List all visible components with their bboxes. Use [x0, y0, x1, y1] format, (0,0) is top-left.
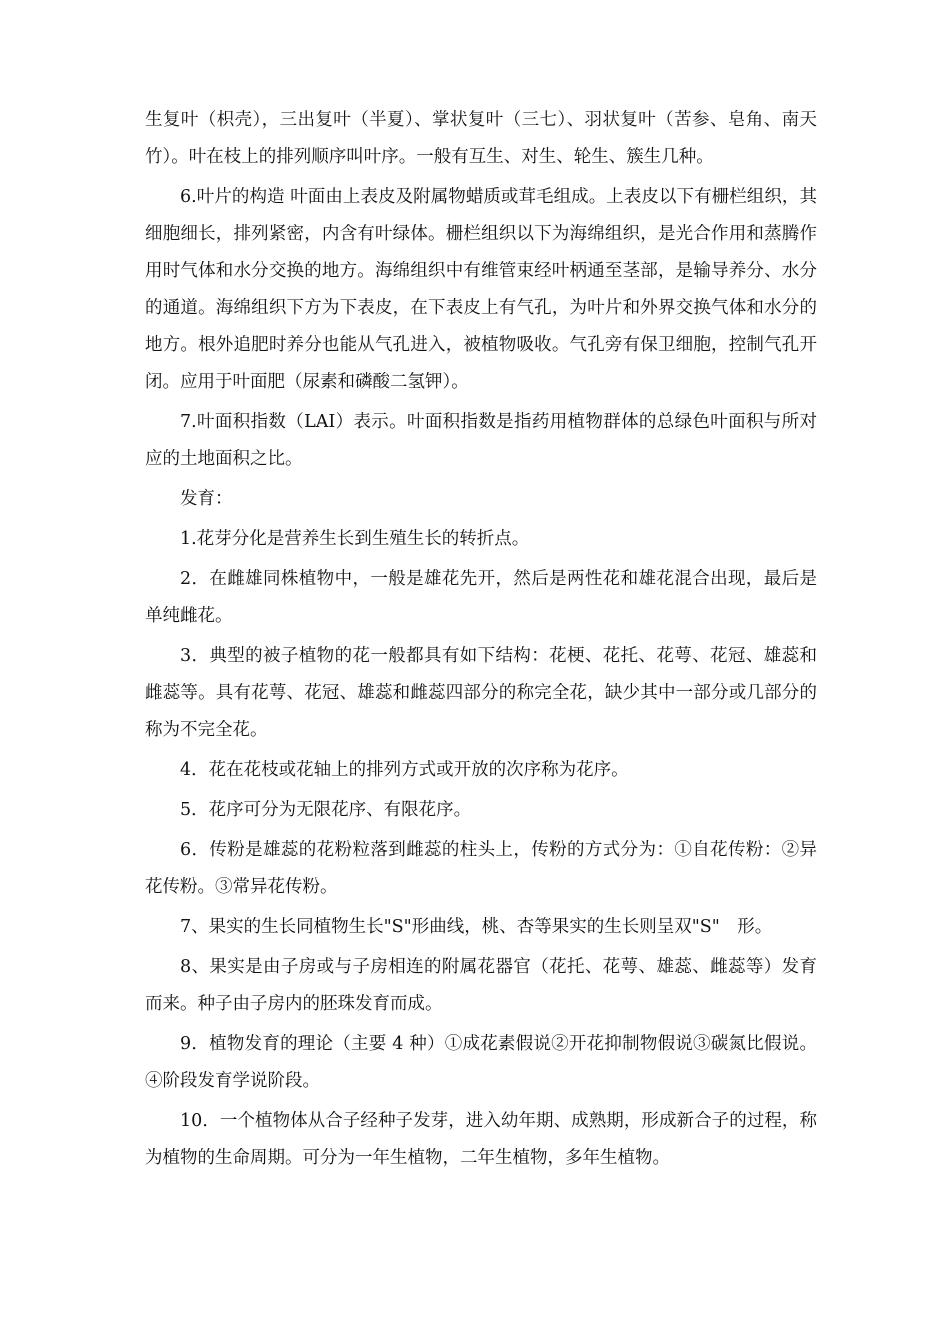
paragraph-item-4: 4．花在花枝或花轴上的排列方式或开放的次序称为花序。 — [180, 760, 629, 780]
paragraph-leaf-structure: 6.叶片的构造 叶面由上表皮及附属物蜡质或茸毛组成。上表皮以下有栅栏组织，其细胞细长，排列紧密，内含有叶绿体。栅栏组织以下为海绵组织，是光合作用和蒸腾作用时气体和水分交换的地方。海绵组织中有维管束经叶柄通至茎部，是输导养分、水分的通道。海绵组织下方为下表皮，在下表皮上有气孔，为叶片和外界交换气体和水分的地方。根外追肥时养分也能从气孔进入，被植物吸收。气孔旁有保卫细胞，控制气孔开闭。应用于叶面肥（尿素和磷酸二氢钾）。 — [145, 187, 817, 392]
paragraph-item-10: 10．一个植物体从合子经种子发芽，进入幼年期、成熟期，形成新合子的过程，称为植物的生命周期。可分为一年生植物，二年生植物，多年生植物。 — [145, 1111, 817, 1168]
paragraph-leaf-area-index: 7.叶面积指数（LAI）表示。叶面积指数是指药用植物群体的总绿色叶面积与所对应的土地面积之比。 — [145, 412, 817, 469]
paragraph-item-7: 7、果实的生长同植物生长"S"形曲线，桃、杏等果实的生长则呈双"S" 形。 — [180, 917, 773, 937]
document-page — [145, 102, 817, 1180]
paragraph-item-2: 2．在雌雄同株植物中，一般是雄花先开，然后是两性花和雄花混合出现，最后是单纯雌花。 — [145, 569, 817, 626]
paragraph-item-9: 9．植物发育的理论（主要 4 种）①成花素假说②开花抑制物假说③碳氮比假说。④阶段发育学说阶段。 — [145, 1034, 817, 1091]
paragraph-item-3: 3．典型的被子植物的花一般都具有如下结构：花梗、花托、花萼、花冠、雄蕊和雌蕊等。具有花萼、花冠、雄蕊和雌蕊四部分的称完全花，缺少其中一部分或几部分的称为不完全花。 — [145, 646, 817, 740]
section-heading-development: 发育： — [180, 489, 233, 509]
paragraph-item-8: 8、果实是由子房或与子房相连的附属花器官（花托、花萼、雄蕊、雌蕊等）发育而来。种子由子房内的胚珠发育而成。 — [145, 957, 817, 1014]
paragraph-item-5: 5．花序可分为无限花序、有限花序。 — [180, 800, 472, 820]
paragraph-item-1: 1.花芽分化是营养生长到生殖生长的转折点。 — [180, 529, 530, 549]
paragraph-compound-leaves: 生复叶（枳壳），三出复叶（半夏）、掌状复叶（三七）、羽状复叶（苦参、皂角、南天竹）。叶在枝上的排列顺序叫叶序。一般有互生、对生、轮生、簇生几种。 — [145, 110, 817, 167]
paragraph-item-6: 6．传粉是雄蕊的花粉粒落到雌蕊的柱头上，传粉的方式分为：①自花传粉：②异花传粉。③常异花传粉。 — [145, 840, 817, 897]
